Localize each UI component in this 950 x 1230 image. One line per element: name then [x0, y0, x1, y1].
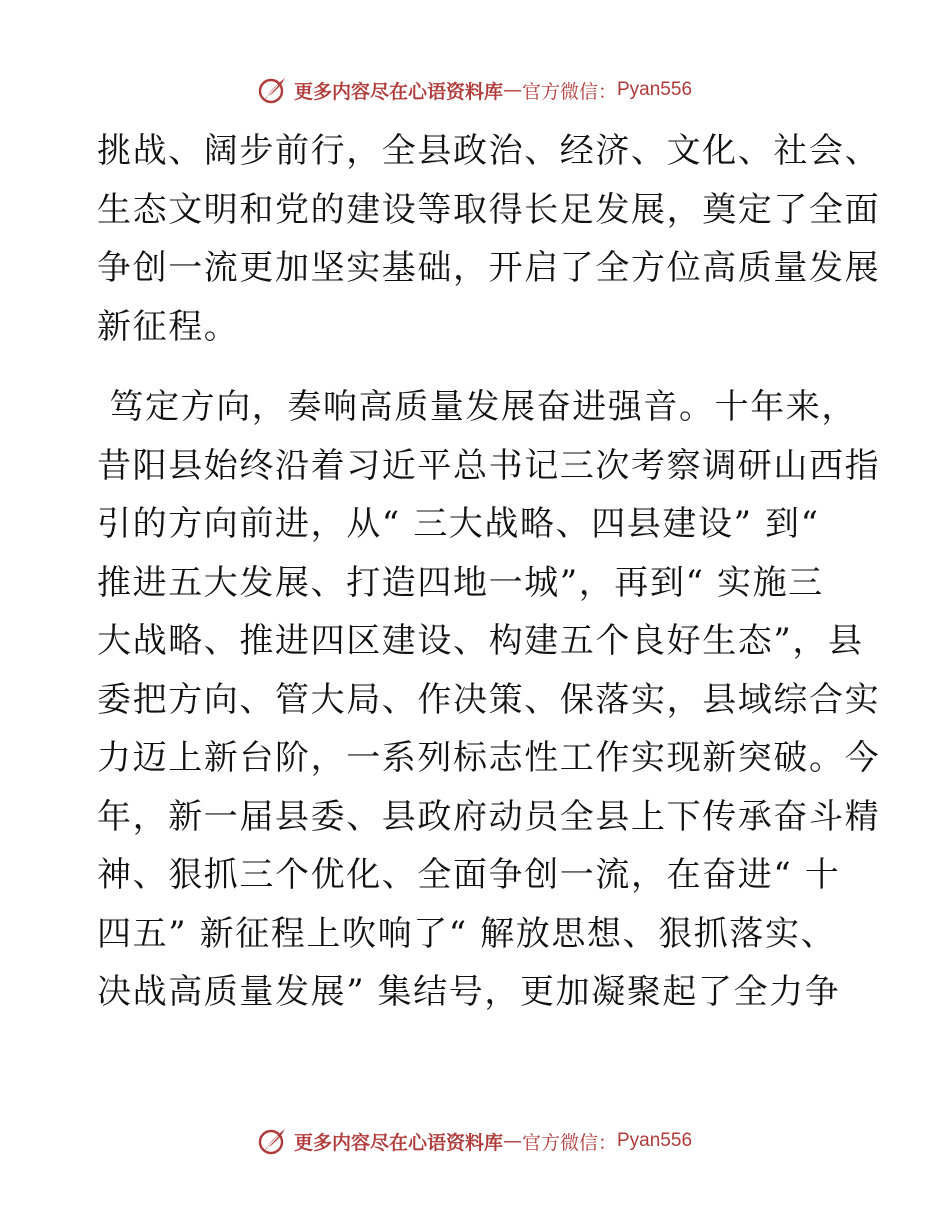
- header-site-name: 更多内容尽在心语资料库: [293, 80, 503, 103]
- footer-site-name: 更多内容尽在心语资料库: [293, 1131, 503, 1154]
- header-separator: —: [502, 79, 522, 101]
- text-line: 年，新一届县委、县政府动员全县上下传承奋斗精: [97, 796, 881, 837]
- text-line: 笃定方向，奏响高质量发展奋进强音。十年来，: [97, 387, 858, 427]
- text-line: 昔阳县始终沿着习近平总书记三次考察调研山西指: [97, 445, 881, 486]
- paragraph-2: [97, 378, 881, 1022]
- text-line: 力迈上新台阶，一系列标志性工作实现新突破。今: [97, 738, 881, 778]
- text-line: 生态文明和党的建设等取得长足发展，奠定了全面: [97, 189, 881, 230]
- text-line: 新征程。: [97, 306, 240, 347]
- footer-wechat-id: Pyan556: [617, 1130, 693, 1151]
- paragraph-gap: [97, 356, 857, 378]
- footer-separator: —: [502, 1130, 522, 1152]
- text-line: 挑战、阔步前行，全县政治、经济、文化、社会、: [97, 131, 881, 171]
- text-line: 决战高质量发展” 集结号，更加凝聚起了全力争: [97, 972, 841, 1012]
- header-banner: [0, 70, 950, 110]
- text-line: 委把方向、管大局、作决策、保落实，县域综合实: [97, 679, 881, 720]
- text-line: 引的方向前进，从“ 三大战略、四县建设” 到“: [97, 504, 820, 544]
- header-wechat-label: 官方微信：: [521, 80, 617, 103]
- text-line: 争创一流更加坚实基础，开启了全方位高质量发展: [97, 248, 881, 288]
- header-wechat-id: Pyan556: [617, 79, 693, 100]
- text-line: 神、狠抓三个优化、全面争创一流，在奋进“ 十: [97, 855, 841, 895]
- text-line: 大战略、推进四区建设、构建五个良好生态”，县: [97, 621, 864, 661]
- footer-banner: [0, 1121, 950, 1161]
- quill-logo-icon: [258, 1126, 288, 1156]
- quill-logo-icon: [258, 75, 288, 105]
- paragraph-1: [97, 122, 881, 356]
- text-line: 四五” 新征程上吹响了“ 解放思想、狠抓落实、: [97, 913, 837, 954]
- footer-wechat-label: 官方微信：: [521, 1131, 617, 1154]
- text-line: 推进五大发展、打造四地一城”，再到“ 实施三: [97, 562, 824, 603]
- document-body: [97, 122, 881, 1022]
